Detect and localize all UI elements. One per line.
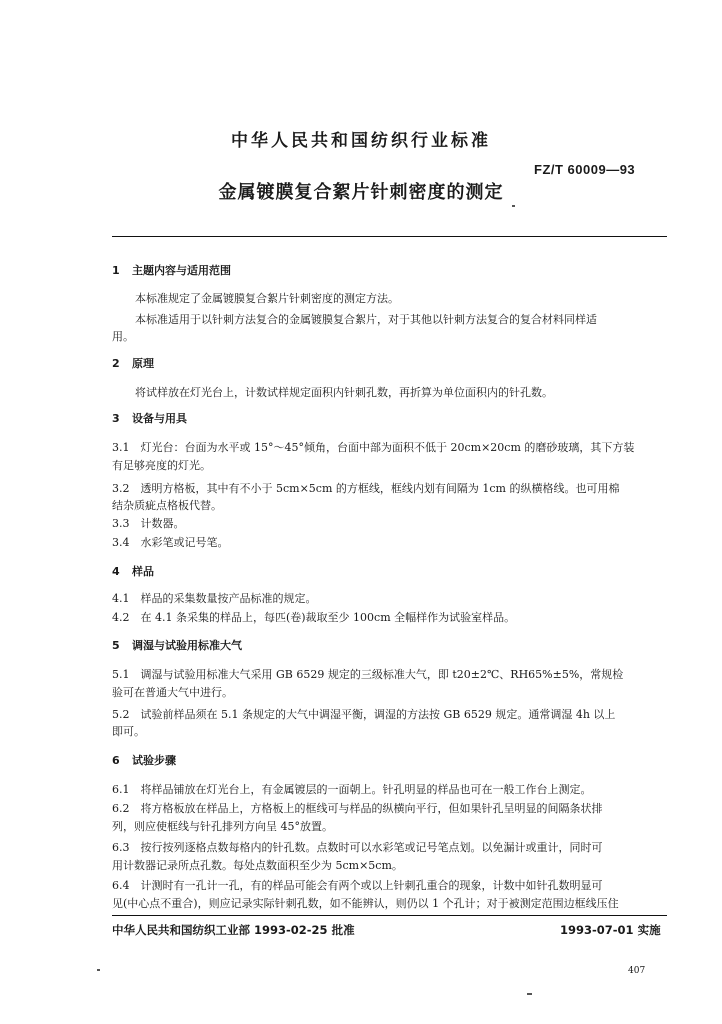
clause-3-4: 3.4 水彩笔或记号笔。 (112, 536, 229, 549)
section-number: 6 (112, 754, 120, 767)
section-2-heading (112, 355, 154, 371)
section-number: 3 (112, 412, 120, 425)
clause-3-2: 3.2 透明方格板，其中有不小于 5cm×5cm 的方框线，框线内划有间隔为 1cm 的纵横格线。也可用棉 (112, 482, 620, 495)
clause-3-1-continuation: 有足够亮度的灯光。 (112, 459, 211, 472)
paragraph: 本标准规定了金属镀膜复合絮片针刺密度的测定方法。 (135, 292, 399, 305)
section-number: 1 (112, 264, 120, 277)
clause-4-2: 4.2 在 4.1 条采集的样品上，每匹(卷)裁取至少 100cm 全幅样作为试验室样品。 (112, 611, 516, 624)
section-number: 4 (112, 565, 120, 578)
section-3-heading (112, 410, 187, 426)
section-heading-text: 样品 (132, 565, 154, 578)
section-heading-text: 试验步骤 (132, 754, 176, 767)
effective-date: 1993-07-01 实施 (560, 923, 661, 937)
clause-3-1: 3.1 灯光台：台面为水平或 15°～45°倾角，台面中部为面积不低于 20cm×20cm 的磨砂玻璃，其下方装 (112, 441, 635, 454)
section-heading-text: 主题内容与适用范围 (132, 264, 231, 277)
paragraph: 将试样放在灯光台上，计数试样规定面积内针刺孔数，再折算为单位面积内的针孔数。 (135, 386, 553, 399)
clause-4-1: 4.1 样品的采集数量按产品标准的规定。 (112, 592, 317, 605)
section-4-heading (112, 563, 154, 579)
section-heading-text: 设备与用具 (132, 412, 187, 425)
scan-speck (97, 969, 100, 971)
issuer-approval: 中华人民共和国纺织工业部 1993-02-25 批准 (112, 923, 355, 937)
section-1-heading (112, 262, 231, 278)
org-title: 中华人民共和国纺织行业标准 (231, 131, 491, 151)
clause-6-3-continuation: 用计数器记录所点孔数。每处点数面积至少为 5cm×5cm。 (112, 859, 403, 872)
section-number: 2 (112, 357, 120, 370)
section-heading-text: 调湿与试验用标准大气 (132, 639, 242, 652)
section-heading-text: 原理 (132, 357, 154, 370)
clause-6-1: 6.1 将样品铺放在灯光台上，有金属镀层的一面朝上。针孔明显的样品也可在一般工作台上测定。 (112, 783, 592, 796)
clause-6-2: 6.2 将方格板放在样品上，方格板上的框线可与样品的纵横向平行，但如果针孔呈明显的间隔条状排 (112, 802, 603, 815)
clause-6-2-continuation: 列，则应使框线与针孔排列方向呈 45°放置。 (112, 820, 333, 833)
paragraph-continuation: 用。 (112, 330, 134, 343)
document-title: 金属镀膜复合絮片针刺密度的测定 (218, 182, 504, 203)
section-5-heading (112, 637, 242, 653)
section-number: 5 (112, 639, 120, 652)
paragraph: 本标准适用于以针刺方法复合的金属镀膜复合絮片，对于其他以针刺方法复合的复合材料同样适 (135, 313, 597, 326)
clause-5-2: 5.2 试验前样品须在 5.1 条规定的大气中调湿平衡，调湿的方法按 GB 6529 规定。通常调湿 4h 以上 (112, 708, 616, 721)
scan-speck (512, 205, 515, 207)
standard-number: FZ/T 60009—93 (534, 162, 636, 177)
clause-5-2-continuation: 即可。 (112, 725, 145, 738)
clause-3-3: 3.3 计数器。 (112, 517, 185, 530)
clause-3-2-continuation: 结杂质疵点格板代替。 (112, 499, 222, 512)
clause-5-1: 5.1 调湿与试验用标准大气采用 GB 6529 规定的三级标准大气，即 t20±2℃、RH65%±5%，常规检 (112, 668, 624, 681)
clause-5-1-continuation: 验可在普通大气中进行。 (112, 686, 233, 699)
scan-speck (527, 993, 532, 995)
clause-6-4: 6.4 计测时有一孔计一孔，有的样品可能会有两个或以上针刺孔重合的现象，计数中如针孔数明显可 (112, 879, 603, 892)
footer-rule (112, 915, 667, 916)
section-6-heading (112, 752, 176, 768)
page-number: 407 (628, 966, 646, 976)
clause-6-4-continuation: 见(中心点不重合)，则应记录实际针刺孔数，如不能辨认，则仍以 1 个孔计；对于被测定范围边框线压住 (112, 897, 619, 910)
header-rule (112, 236, 667, 237)
clause-6-3: 6.3 按行按列逐格点数每格内的针孔数。点数时可以水彩笔或记号笔点划。以免漏计或重计，同时可 (112, 841, 603, 854)
